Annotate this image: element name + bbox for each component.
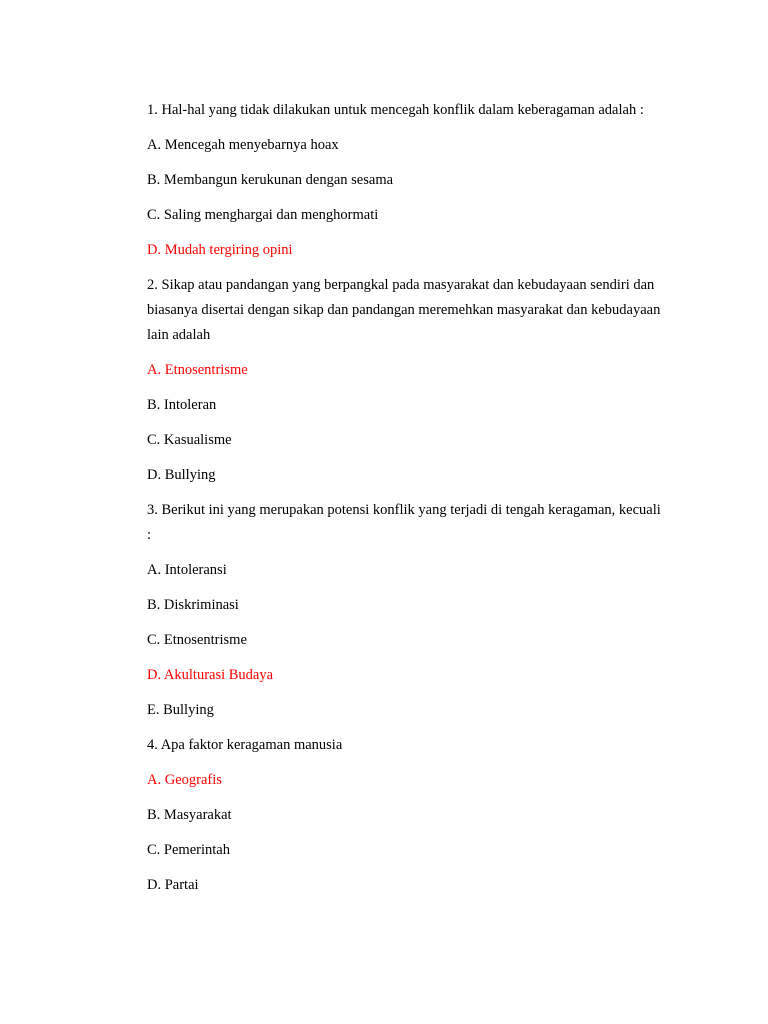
answer-option: A. Intoleransi: [147, 562, 227, 578]
question-block-1: [147, 98, 667, 273]
answer-option: B. Diskriminasi: [147, 597, 239, 613]
answer-option-correct: D. Akulturasi Budaya: [147, 667, 274, 683]
answer-option: C. Etnosentrisme: [147, 632, 247, 648]
question-text: 2. Sikap atau pandangan yang berpangkal pada masyarakat dan kebudayaan sendiri dan biasanya disertai dengan sikap dan pandangan meremehkan masyarakat dan kebudayaan lain adalah: [147, 277, 661, 343]
document-content: [147, 98, 667, 908]
answer-option-correct: A. Etnosentrisme: [147, 362, 248, 378]
answer-option: A. Mencegah menyebarnya hoax: [147, 137, 339, 153]
answer-option-correct: A. Geografis: [147, 772, 222, 788]
answer-option: D. Bullying: [147, 467, 216, 483]
question-block-3: [147, 498, 667, 733]
question-block-4: [147, 733, 667, 908]
question-text: 3. Berikut ini yang merupakan potensi konflik yang terjadi di tengah keragaman, kecuali :: [147, 502, 661, 543]
answer-option: C. Saling menghargai dan menghormati: [147, 207, 379, 223]
question-text: 4. Apa faktor keragaman manusia: [147, 737, 343, 753]
answer-option: D. Partai: [147, 877, 199, 893]
question-block-2: [147, 273, 667, 498]
answer-option: B. Intoleran: [147, 397, 217, 413]
answer-option: C. Pemerintah: [147, 842, 230, 858]
answer-option-correct: D. Mudah tergiring opini: [147, 242, 293, 258]
answer-option: E. Bullying: [147, 702, 214, 718]
question-text: 1. Hal-hal yang tidak dilakukan untuk mencegah konflik dalam keberagaman adalah :: [147, 102, 644, 118]
answer-option: B. Masyarakat: [147, 807, 232, 823]
answer-option: B. Membangun kerukunan dengan sesama: [147, 172, 394, 188]
answer-option: C. Kasualisme: [147, 432, 232, 448]
